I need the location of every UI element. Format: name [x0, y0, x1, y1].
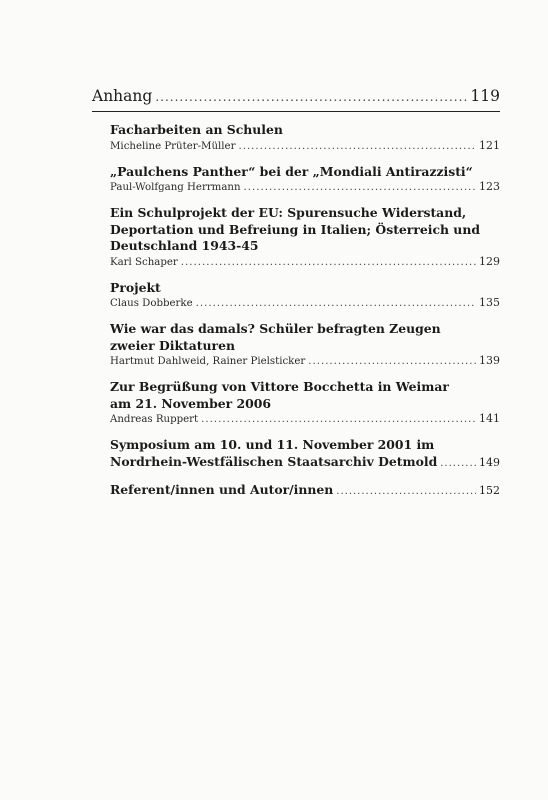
entry-title-line: am 21. November 2006 — [110, 395, 271, 411]
toc-entry[interactable] — [110, 205, 500, 270]
entry-author: Andreas Ruppert — [110, 414, 199, 425]
entry-page-number: 121 — [479, 138, 500, 152]
leader-dots — [308, 355, 476, 369]
leader-dots — [238, 140, 476, 154]
entry-title-page-row — [110, 454, 500, 473]
entry-title — [110, 122, 500, 139]
entry-author: Paul-Wolfgang Herrmann — [110, 182, 241, 193]
entry-title-line: Referent/innen und Autor/innen — [110, 482, 334, 497]
toc-entry[interactable] — [110, 321, 500, 369]
entry-title-line: Projekt — [110, 279, 161, 295]
leader-dots — [155, 87, 467, 107]
entry-title-line: Wie war das damals? Schüler befragten Zeugen — [110, 321, 441, 336]
entry-title — [110, 437, 500, 454]
entry-title — [110, 164, 500, 181]
toc-entry[interactable] — [110, 122, 500, 154]
entry-page-number: 141 — [479, 412, 500, 425]
toc-entry[interactable] — [110, 379, 500, 427]
entry-author-row — [110, 255, 500, 270]
entry-page-number: 139 — [479, 354, 500, 367]
entry-title-page-row — [110, 482, 500, 501]
entry-title — [110, 321, 500, 354]
entry-title-line: „Paulchens Panther“ bei der „Mondiali Antirazzisti“ — [110, 163, 473, 179]
entry-title-line: Ein Schulprojekt der EU: Spurensuche Widerstand, — [110, 205, 467, 220]
entry-title-line: zweier Diktaturen — [110, 337, 235, 353]
entry-author-row — [110, 139, 500, 154]
entry-title-line: Zur Begrüßung von Vittore Bocchetta in Weimar — [110, 379, 449, 394]
entry-page-number: 129 — [479, 254, 500, 268]
entry-title-line: Deportation und Befreiung in Italien; Österreich und — [110, 221, 480, 237]
section-page-number: 119 — [470, 87, 500, 105]
entry-author: Micheline Prüter-Müller — [110, 140, 236, 152]
entry-author: Hartmut Dahlweid, Rainer Pielsticker — [110, 356, 306, 367]
entry-author-row — [110, 296, 500, 311]
entry-title-line: Nordrhein-Westfälischen Staatsarchiv Detmold — [110, 453, 438, 469]
section-heading: Anhang — [92, 87, 153, 105]
leader-dots — [196, 297, 476, 311]
leader-dots — [336, 484, 476, 501]
entry-author: Karl Schaper — [110, 256, 178, 268]
entry-author: Claus Dobberke — [110, 298, 193, 309]
entry-page-number: 152 — [479, 484, 500, 497]
toc-entries — [110, 122, 500, 501]
leader-dots — [244, 181, 476, 195]
entry-title — [110, 379, 500, 412]
table-of-contents — [92, 86, 500, 511]
entry-page-number: 135 — [479, 296, 500, 309]
toc-entry[interactable] — [110, 482, 500, 501]
entry-author-row — [110, 180, 500, 195]
entry-title-line: Symposium am 10. und 11. November 2001 im — [110, 437, 435, 452]
toc-entry[interactable] — [110, 280, 500, 312]
leader-dots — [440, 456, 476, 473]
entry-title — [110, 205, 500, 255]
entry-title-line: Facharbeiten an Schulen — [110, 122, 283, 137]
entry-title — [110, 280, 500, 297]
entry-author-row — [110, 412, 500, 427]
toc-entry[interactable] — [110, 437, 500, 472]
entry-author-row — [110, 354, 500, 369]
entry-title-line: Deutschland 1943-45 — [110, 238, 259, 253]
section-heading-row[interactable] — [92, 86, 500, 112]
leader-dots — [181, 256, 476, 270]
leader-dots — [201, 413, 476, 427]
entry-page-number: 149 — [479, 455, 500, 469]
entry-page-number: 123 — [479, 180, 500, 193]
toc-entry[interactable] — [110, 164, 500, 196]
